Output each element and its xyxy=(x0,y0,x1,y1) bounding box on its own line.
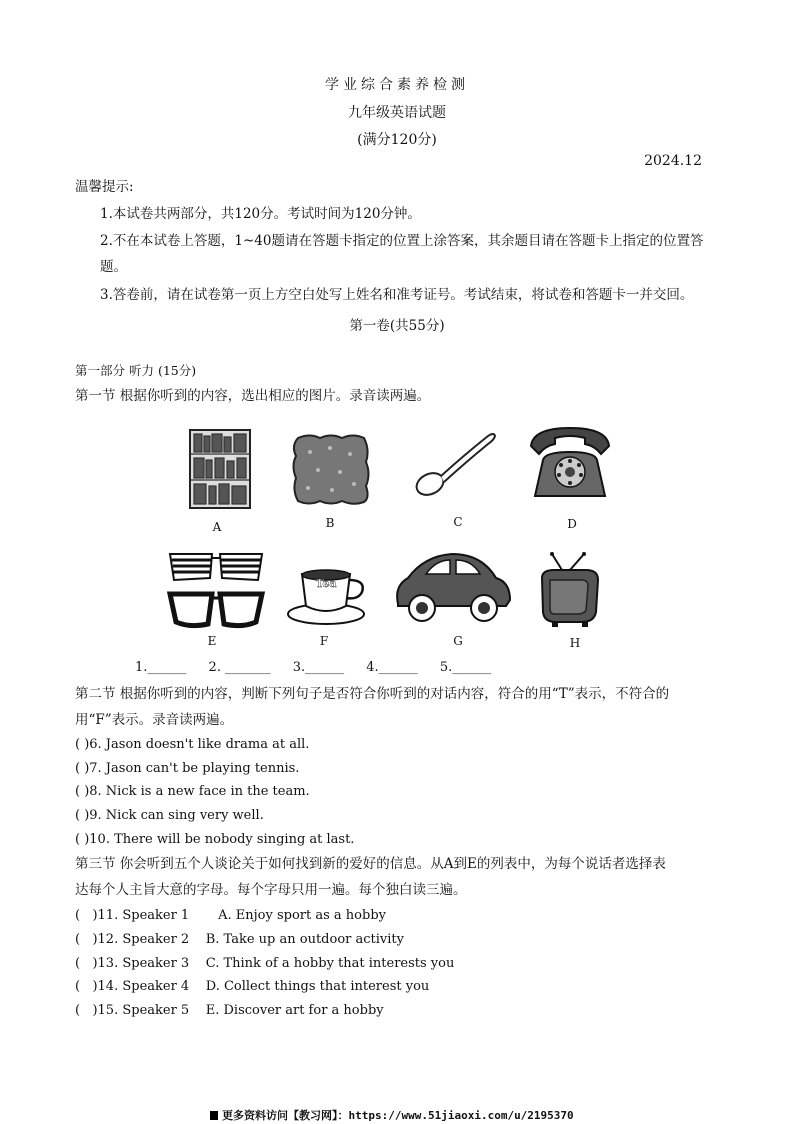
exam-score: (满分120分) xyxy=(357,132,437,148)
footer xyxy=(210,1107,574,1123)
answer-blank-2[interactable]: 2. _______ xyxy=(208,660,271,675)
question-10: ( )10. There will be nobody singing at last. xyxy=(75,832,355,847)
answer-blank-5[interactable]: 5.______ xyxy=(439,660,492,675)
picture-label-a: A xyxy=(212,520,222,534)
cookie-picture xyxy=(290,432,372,506)
section2-instruction: 第二节 根据你听到的内容，判断下列句子是否符合你听到的对话内容，符合的用“T”表示，不符合的 xyxy=(75,686,670,702)
tips-heading: 温馨提示: xyxy=(75,179,134,195)
answer-blank-3[interactable]: 3.______ xyxy=(292,660,345,675)
tip-2: 2.不在本试卷上答题，1~40题请在答题卡指定的位置上涂答案，其余题目请在答题卡上指定的位置答 xyxy=(100,233,704,249)
section1-instruction: 第一节 根据你听到的内容，选出相应的图片。录音读两遍。 xyxy=(75,388,431,404)
flag-icon xyxy=(210,1111,218,1120)
telephone-picture xyxy=(525,424,615,502)
question-7: ( )7. Jason can't be playing tennis. xyxy=(75,761,300,776)
exam-subtitle: 九年级英语试题 xyxy=(348,105,446,121)
question-9: ( )9. Nick can sing very well. xyxy=(75,808,264,823)
part1-heading: 第一部分 听力 (15分) xyxy=(75,363,197,378)
question-15: ( )15. Speaker 5 E. Discover art for a hobby xyxy=(75,1003,384,1018)
spoon-picture xyxy=(408,428,498,500)
section2-instruction-cont: 用“F”表示。录音读两遍。 xyxy=(75,712,234,728)
exam-title: 学业综合素养检测 xyxy=(325,77,469,93)
answer-blank-4[interactable]: 4.______ xyxy=(366,660,418,675)
section3-instruction: 第三节 你会听到五个人谈论关于如何找到新的爱好的信息。从A到E的列表中，为每个说话者选择表 xyxy=(75,856,666,872)
picture-label-c: C xyxy=(453,515,463,529)
picture-label-b: B xyxy=(325,516,335,530)
tip-3: 3.答卷前，请在试卷第一页上方空白处写上姓名和准考证号。考试结束，将试卷和答题卡一并交回。 xyxy=(100,287,694,303)
tip-2-cont: 题。 xyxy=(100,259,127,275)
bookshelf-picture xyxy=(188,428,252,510)
tea-text: Tea xyxy=(315,577,337,590)
picture-label-h: H xyxy=(569,636,581,650)
answer-blank-1[interactable]: 1.______ xyxy=(135,660,187,675)
teacup-picture xyxy=(286,566,370,626)
question-14: ( )14. Speaker 4 D. Collect things that interest you xyxy=(75,979,430,994)
picture-label-f: F xyxy=(319,634,329,648)
picture-label-d: D xyxy=(567,517,577,531)
question-12: ( )12. Speaker 2 B. Take up an outdoor activity xyxy=(75,932,404,947)
volume-title: 第一卷(共55分) xyxy=(349,318,445,334)
section3-instruction-cont: 达每个人主旨大意的字母。每个字母只用一遍。每个独白读三遍。 xyxy=(75,882,467,898)
tip-1: 1.本试卷共两部分，共120分。考试时间为120分钟。 xyxy=(100,206,421,222)
footer-link[interactable]: 更多资料访问【教习网】：https://www.51jiaoxi.com/u/2195370 xyxy=(222,1109,574,1122)
exam-date: 2024.12 xyxy=(644,153,702,169)
television-picture xyxy=(538,550,602,630)
picture-label-e: E xyxy=(207,634,217,648)
answer-blanks xyxy=(135,660,509,675)
car-picture xyxy=(392,552,514,624)
picture-label-g: G xyxy=(453,634,463,648)
question-8: ( )8. Nick is a new face in the team. xyxy=(75,784,310,799)
question-11: ( )11. Speaker 1 A. Enjoy sport as a hobby xyxy=(75,908,386,923)
question-6: ( )6. Jason doesn't like drama at all. xyxy=(75,737,310,752)
glasses-picture xyxy=(166,550,266,630)
question-13: ( )13. Speaker 3 C. Think of a hobby that interests you xyxy=(75,956,455,971)
